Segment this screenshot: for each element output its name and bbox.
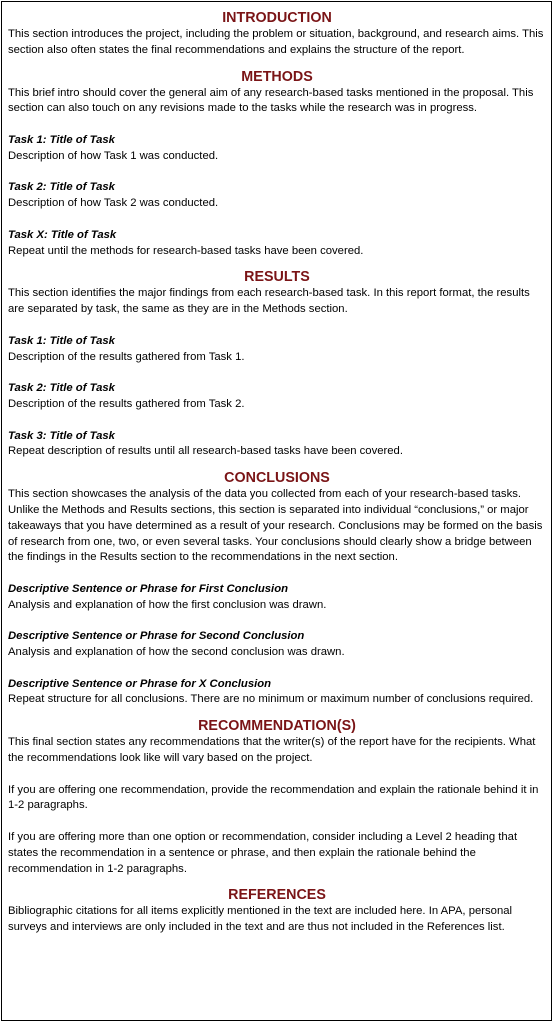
- methods-task-1-text: Description of how Task 1 was conducted.: [8, 149, 219, 162]
- conclusions-heading: CONCLUSIONS: [224, 470, 330, 487]
- conclusion-x-text: Repeat structure for all conclusions. There are no minimum or maximum number of conclusions required.: [8, 693, 534, 706]
- conclusion-2-title: Descriptive Sentence or Phrase for Second Conclusion: [8, 630, 305, 643]
- methods-task-2-text: Description of how Task 2 was conducted.: [8, 197, 219, 210]
- results-task-2-title: Task 2: Title of Task: [8, 382, 115, 395]
- report-outline: [1, 1, 552, 1021]
- conclusion-1-title: Descriptive Sentence or Phrase for First Conclusion: [8, 582, 288, 595]
- results-task-3-title: Task 3: Title of Task: [8, 429, 115, 442]
- references-body: Bibliographic citations for all items explicitly mentioned in the text are included here. In APA, personal surveys and interviews are only included in the text and are thus not included in the References list.: [8, 905, 513, 934]
- methods-task-2-title: Task 2: Title of Task: [8, 181, 115, 194]
- methods-task-x-text: Repeat until the methods for research-based tasks have been covered.: [8, 244, 364, 257]
- introduction-heading: INTRODUCTION: [222, 10, 332, 26]
- conclusions-body: This section showcases the analysis of the data you collected from each of your research-based tasks. Unlike the Methods and Results sections, this section is separated into individual “conclusions,” or major takeaways that you have determined as a result of your research. Conclusions may be formed on the basis of research from one, two, or even several tasks. Your conclusions should clearly show a bridge between the findings in the Results section to the recommendations in the next section.: [8, 488, 543, 564]
- results-body: This section identifies the major findings from each research-based task. In this report format, the results are separated by task, the same as they are in the Methods section.: [8, 287, 530, 316]
- conclusion-1-text: Analysis and explanation of how the first conclusion was drawn.: [8, 598, 327, 611]
- conclusion-2-text: Analysis and explanation of how the second conclusion was drawn.: [8, 646, 345, 659]
- methods-task-x-title: Task X: Title of Task: [8, 228, 117, 241]
- references-heading: REFERENCES: [228, 887, 326, 904]
- results-heading: RESULTS: [244, 269, 310, 286]
- results-task-3-text: Repeat description of results until all research-based tasks have been covered.: [8, 445, 403, 458]
- conclusion-x-title: Descriptive Sentence or Phrase for X Conclusion: [8, 677, 272, 690]
- recommendations-paragraph-2: If you are offering one recommendation, provide the recommendation and explain the rationale behind it in 1-2 paragraphs.: [8, 783, 539, 812]
- introduction-body: This section introduces the project, including the problem or situation, background, and research aims. This section also often states the final recommendations and explains the structure of the report.: [8, 28, 544, 56]
- methods-task-1-title: Task 1: Title of Task: [8, 133, 115, 146]
- recommendations-paragraph-3: If you are offering more than one option or recommendation, consider including a Level 2 heading that states the recommendation in a sentence or phrase, and then explain the rationale behind the recommendation in 1-2 paragraphs.: [8, 831, 518, 875]
- results-task-1-title: Task 1: Title of Task: [8, 334, 115, 347]
- methods-body: This brief intro should cover the general aim of any research-based tasks mentioned in the proposal. This section can also touch on any revisions made to the tasks while the research was in progress.: [8, 86, 534, 115]
- methods-heading: METHODS: [241, 68, 313, 85]
- recommendations-heading: RECOMMENDATION(S): [198, 718, 356, 735]
- results-task-2-text: Description of the results gathered from Task 2.: [8, 397, 245, 410]
- recommendations-paragraph-1: This final section states any recommendations that the writer(s) of the report have for the recipients. What the recommendations look like will vary based on the project.: [8, 736, 536, 765]
- results-task-1-text: Description of the results gathered from Task 1.: [8, 350, 245, 363]
